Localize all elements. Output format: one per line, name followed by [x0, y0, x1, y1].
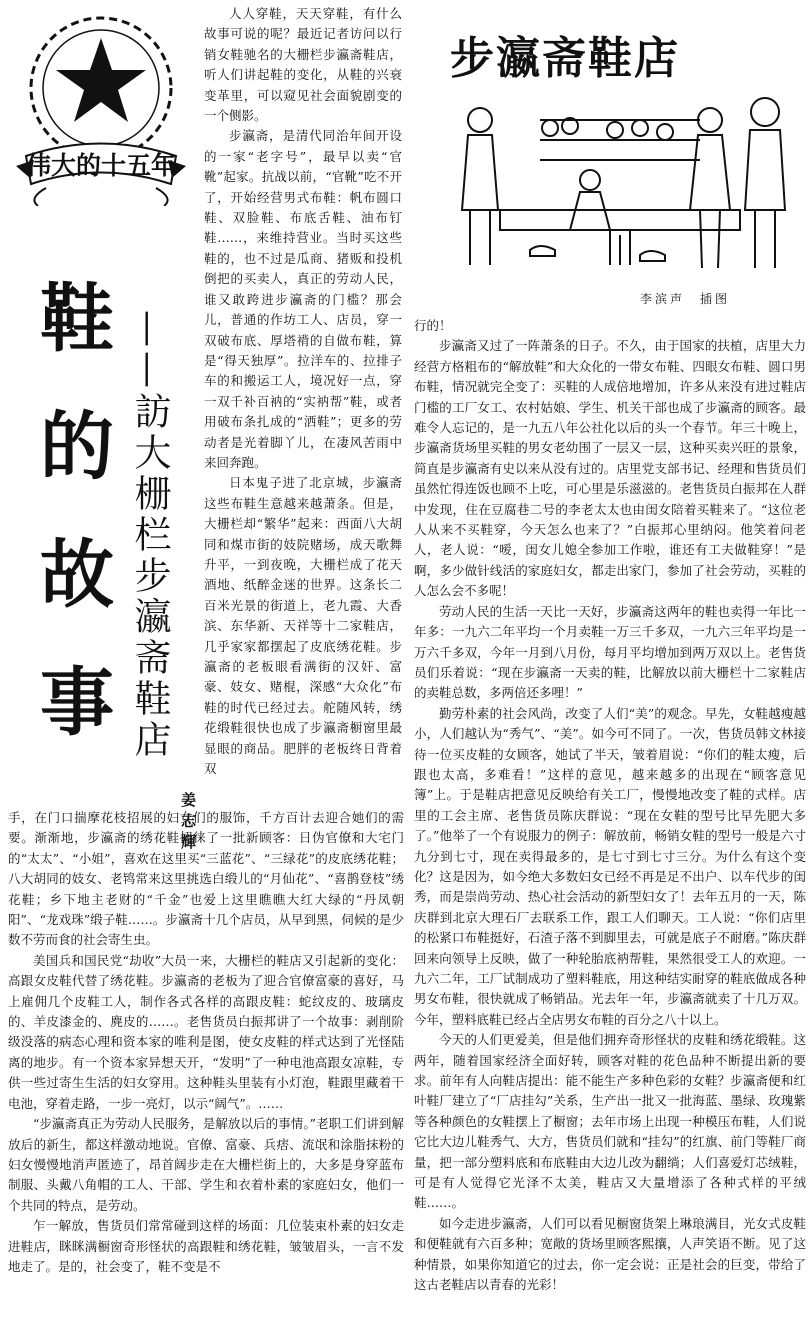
paragraph: 勤劳朴素的社会风尚，改变了人们“美”的观念。早先，女鞋越瘦越小，人们越认为“秀气”、“美”。如今可不同了。一次，售货员韩文林接待一位买皮鞋的女顾客，她试了半天，皱着眉说：“你们的鞋太瘦，后跟也太高，多难看！”这样的意见，越来越多的出现在“顾客意见簿”上。于是鞋店把意见反映给有关工厂，慢慢地改变了鞋的式样。店里的工会主席、老售货员陈庆群说：“现在女鞋的型号比早先肥大多了。”他举了一个有说服力的例子：解放前，畅销女鞋的型号一般是六寸九分到七寸，现在卖得最多的，是七寸到七寸三分。为什么有这个变化？这是因为，如今绝大多数妇女已经不再是足不出户、以车代步的闺秀，而是崇尚劳动、热心社会活动的新型妇女了！去年五月的一天，陈庆群到北京大理石厂去联系工作，跟工人们聊天。工人说：“你们店里的松紧口布鞋挺好，石渣子落不到脚里去，可就是底子不耐磨。”陈庆群回来向领导上反映，做了一种轮胎底衲帮鞋，果然很受工人的欢迎。一九六二年，工厂试制成功了塑料鞋底，用这种结实耐穿的鞋底做成各种男女布鞋，很快就成了畅销品。光去年一年，步瀛斋就卖了十几万双。今年，塑料底鞋已经占全店男女布鞋的百分之八十以上。 [414, 705, 806, 1027]
shoe-shop-illustration [440, 80, 800, 280]
paragraph: 今天的人们更爱美，但是他们拥弃奇形怪状的皮鞋和绣花缎鞋。这两年，随着国家经济全面好转，顾客对鞋的花色品种不断提出新的要求。前年有人向鞋店提出：能不能生产多种色彩的女鞋？步瀛斋便和红叶鞋厂建立了“厂店挂勾”关系，生产出一批又一批海蓝、墨绿、玫瑰紫等各种颜色的女鞋摆上了橱窗；去年市场上出现一种模压布鞋，人们说它比大边儿鞋秀气、大方，售货员们就和“挂勾”的红旗、前门等鞋厂商量，把一部分塑料底和布底鞋由大边儿改为翻绱；人们喜爱灯芯绒鞋，可是有人觉得它光泽不太美，鞋店又大量增添了各种式样的平绒鞋……。 [414, 1032, 806, 1211]
paragraph: 乍一解放，售货员们常常碰到这样的场面：几位装束朴素的妇女走进鞋店，眯眯满橱窗奇形怪状的高跟鞋和绣花鞋，皱皱眉头，一言不发地走了。是的，社会变了，鞋不变是不 [8, 1218, 404, 1274]
article-column-b [8, 808, 404, 1326]
paragraph: 人人穿鞋，天天穿鞋，有什么故事可说的呢？最近记者访问以行销女鞋驰名的大栅栏步瀛斋鞋店，听人们讲起鞋的变化，从鞋的兴衰变革里，可以窥见社会面貌剧变的一个侧影。 [204, 6, 402, 124]
paragraph: “步瀛斋真正为劳动人民服务，是解放以后的事情。”老职工们讲到解放后的新生，都这样激动地说。官僚、富豪、兵痞、流氓和涂脂抹粉的妇女慢慢地消声匿迹了，昂首阔步走在大栅栏街上的，大多是身穿蓝布制服、头戴八角帽的工人、干部、学生和衣着朴素的家庭妇女，他们一个共同的特点，是劳动。 [8, 1116, 404, 1213]
paragraph: 手，在门口揣摩花枝招展的妇女们的服饰，千方百计去迎合她们的需要。渐渐地，步瀛斋的绣花鞋招徕了一批新顾客：日伪官僚和大宅门的“太太”、“小姐”，喜欢在这里买“三蓝花”、“三绿花”的皮底绣花鞋；八大胡同的妓女、老鸨常来这里挑选白缎儿的“月仙花”、“喜鹊登枝”绣花鞋；乡下地主老财的“千金”也爱上这里瞧瞧大红大绿的“丹凤朝阳”、“龙戏珠”缎子鞋……。步瀛斋十几个店员，从早到黑，伺候的是少数不劳而食的社会寄生虫。 [8, 810, 404, 948]
paragraph: 美国兵和国民党“劫收”大员一来，大栅栏的鞋店又引起新的变化：高跟女皮鞋代替了绣花鞋。步瀛斋的老板为了迎合官僚富豪的喜好，马上雇佣几个皮鞋工人，制作各式各样的高跟皮鞋：蛇纹皮的、玻璃皮的、羊皮漆金的、麂皮的……。老售货员白振邦讲了一个故事：剥削阶级没落的病态心理和资本家的唯利是图，使女皮鞋的样式达到了光怪陆离的地步。有一个资本家异想天开，“发明”了一种电池高跟女凉鞋，专供一些过寄生生活的妇女穿用。这种鞋头里装有小灯泡，鞋跟里藏着干电池，穿着走路，一步一亮灯，以示“阔气”。…… [8, 952, 404, 1111]
series-badge-text: 伟大的十五年 [25, 151, 177, 180]
paragraph: 劳动人民的生活一天比一天好，步瀛斋这两年的鞋也卖得一年比一年多：一九六二年平均一个月卖鞋一万三千多双，一九六三年平均是一万六千多双，今年一月到八月份，每月平均增加到两万双以上。老售货员们乐着说：“现在步瀛斋一天卖的鞋，比解放以前大栅栏十二家鞋店的卖鞋总数，多两倍还多哩！” [414, 603, 806, 701]
paragraph: 如今走进步瀛斋，人们可以看见橱窗货架上琳琅满目，光女式皮鞋和便鞋就有六百多种；宽敞的货场里顾客熙攘，人声笑语不断。见了这种情景，如果你知道它的过去，你一定会说：正是社会的巨变，带给了这古老鞋店以青春的光彩！ [414, 1215, 806, 1293]
series-badge [6, 6, 196, 206]
paragraph: 行的！ [414, 318, 452, 333]
subtitle: ——訪大栅栏步瀛斋鞋店 [128, 310, 171, 761]
illustration-title: 步瀛斋鞋店 [450, 33, 680, 84]
illustration-credit: 李滨声 插图 [640, 292, 731, 306]
paragraph: 步瀛斋，是清代同治年间开设的一家“老字号”，最早以卖“官靴”起家。抗战以前，“官靴”吃不开了，开始经营男式布鞋：帆布圆口鞋、双脸鞋、布底舌鞋、油布钉鞋……，来维持营业。当时买这些鞋的，也不过是瓜商、猪贩和投机倒把的买卖人，真正的劳动人民，谁又敢跨进步瀛斋的门槛？那会儿，普通的作坊工人、店员，穿一双破布底、厚塔褙的自做布鞋，算是“得天独厚”。拉洋车的、拉排子车的和搬运工人，境况好一点，穿一双千补百衲的“实衲帮”鞋，或者用破布条扎成的“洒鞋”；更多的劳动者是光着脚丫儿，在凄风苦雨中来回奔跑。 [204, 128, 402, 470]
article-column-a [204, 4, 402, 812]
paragraph: 日本鬼子进了北京城，步瀛斋这些布鞋生意越来越萧条。但是，大栅栏却“繁华”起来：西面八大胡同和煤市街的妓院赌场，成天歌舞升平，一到夜晚，大栅栏成了花天酒地、纸醉金迷的世界。这条长二百米光景的街道上，老九霞、大香滨、东华新、天祥等十二家鞋店，几乎家家都摆起了皮底绣花鞋。步瀛斋的老板眼看满街的汉奸、富豪、妓女、赌棍，深感“大众化”布鞋的时代已经过去。舵随风转，绣花缎鞋很快也成了步瀛斋橱窗里最显眼的商品。肥胖的老板终日背着双 [204, 475, 402, 777]
title-char: 事 [40, 660, 114, 746]
title-char: 的 [40, 404, 114, 490]
main-title [22, 255, 132, 767]
title-char: 故 [40, 532, 114, 618]
paragraph: 步瀛斋又过了一阵萧条的日子。不久，由于国家的扶植，店里大力经营方格粗布的“解放鞋”和大众化的一带女布鞋、四眼女布鞋、圆口男布鞋，情况就完全变了：买鞋的人成倍地增加，许多从来没有进过鞋店门槛的工厂女工、农村姑娘、学生、机关干部也成了步瀛斋的顾客。最难令人忘记的，是一九五八年公社化以后的头一个春节。年三十晚上，步瀛斋货场里买鞋的男女老幼围了一层又一层，这种买卖兴旺的景象，简直是步瀛斋有史以来从没有过的。店里党支部书记、经理和售货员们虽然忙得连饭也顾不上吃，可心里是乐滋滋的。老售货员白振邦在人群中发现，住在豆腐巷二号的李老太太也由闺女陪着买鞋来了。“这位老人从来不买鞋穿，今天怎么也来了？”白振邦心里纳闷。他笑着问老人，老人说：“嗳，闺女儿媳全参加工作啦，谁还有工夫做鞋穿！”是啊，多少做针线活的家庭妇女，都走出家门，参加了社会劳动，买鞋的人怎么会不多呢！ [414, 338, 806, 599]
author-byline: 姜志輝 [179, 792, 197, 855]
article-column-c [414, 316, 806, 1324]
title-char: 鞋 [40, 276, 114, 362]
